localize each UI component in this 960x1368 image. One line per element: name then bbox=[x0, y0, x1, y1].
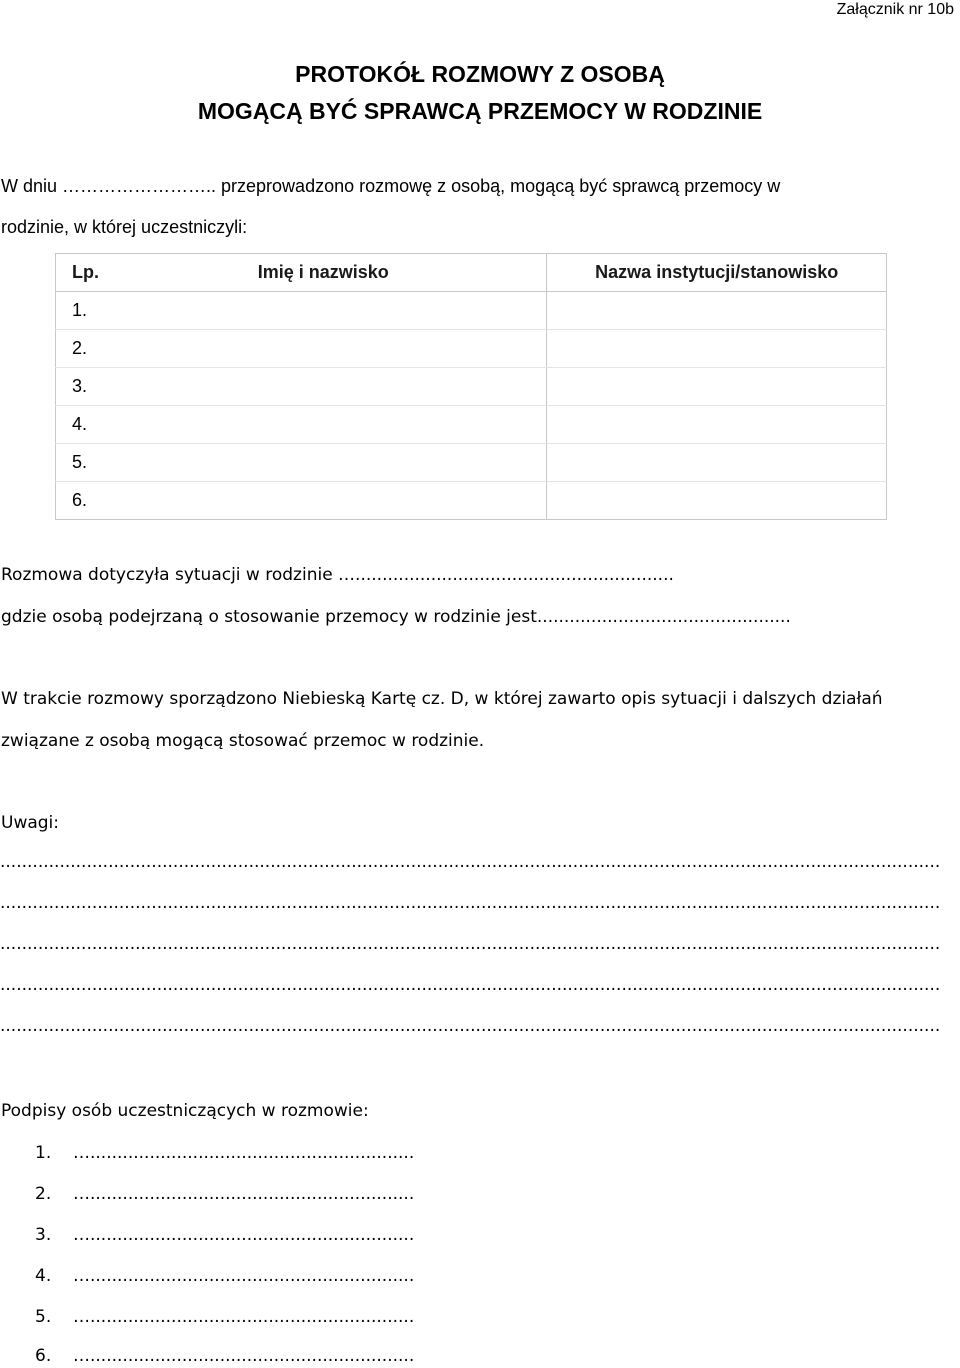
row-name-field[interactable] bbox=[100, 482, 547, 520]
row-lp: 3. bbox=[56, 368, 101, 406]
row-name-field[interactable] bbox=[100, 368, 547, 406]
intro-line-1: W dniu …………………….. przeprowadzono rozmowę z osobą, mogącą być sprawcą przemocy w bbox=[1, 176, 781, 196]
row-institution-field[interactable] bbox=[547, 444, 887, 482]
remarks-line[interactable]: .............................................................................................................................................................................. bbox=[0, 852, 941, 872]
signature-item bbox=[35, 1184, 414, 1204]
table-header-row bbox=[56, 254, 887, 292]
signatures-label: Podpisy osób uczestniczących w rozmowie: bbox=[1, 1101, 369, 1121]
signature-item bbox=[35, 1307, 414, 1327]
signature-item bbox=[35, 1266, 414, 1286]
signature-item bbox=[35, 1143, 414, 1163]
situation-line-1: Rozmowa dotyczyła sytuacji w rodzinie …........................................................... bbox=[1, 565, 674, 585]
signature-number: 5. bbox=[35, 1307, 52, 1327]
row-lp: 5. bbox=[56, 444, 101, 482]
signature-line[interactable]: …............................................................ bbox=[73, 1225, 415, 1245]
signature-item bbox=[35, 1225, 414, 1245]
document-title-line-2: MOGĄCĄ BYĆ SPRAWCĄ PRZEMOCY W RODZINIE bbox=[197, 98, 763, 124]
signature-number: 4. bbox=[35, 1266, 52, 1286]
remarks-line[interactable]: .............................................................................................................................................................................. bbox=[0, 975, 941, 995]
row-name-field[interactable] bbox=[100, 330, 547, 368]
table-row bbox=[56, 406, 887, 444]
table-row bbox=[56, 368, 887, 406]
row-name-field[interactable] bbox=[100, 444, 547, 482]
situation-line-2: gdzie osobą podejrzaną o stosowanie przemocy w rodzinie jest............................................... bbox=[1, 607, 791, 627]
row-institution-field[interactable] bbox=[547, 482, 887, 520]
participants-table bbox=[55, 253, 887, 520]
header-lp: Lp. bbox=[56, 254, 101, 292]
blue-card-line-2: związane z osobą mogącą stosować przemoc w rodzinie. bbox=[1, 731, 485, 751]
remarks-line[interactable]: .............................................................................................................................................................................. bbox=[0, 893, 941, 913]
table-row bbox=[56, 292, 887, 330]
row-lp: 2. bbox=[56, 330, 101, 368]
row-institution-field[interactable] bbox=[547, 330, 887, 368]
table-row bbox=[56, 444, 887, 482]
row-lp: 4. bbox=[56, 406, 101, 444]
row-institution-field[interactable] bbox=[547, 368, 887, 406]
row-lp: 1. bbox=[56, 292, 101, 330]
row-name-field[interactable] bbox=[100, 406, 547, 444]
signature-number: 2. bbox=[35, 1184, 52, 1204]
remarks-line[interactable]: .............................................................................................................................................................................. bbox=[0, 934, 941, 954]
row-institution-field[interactable] bbox=[547, 292, 887, 330]
signature-line[interactable]: …............................................................ bbox=[73, 1307, 415, 1327]
table-row bbox=[56, 482, 887, 520]
header-name: Imię i nazwisko bbox=[100, 254, 547, 292]
row-lp: 6. bbox=[56, 482, 101, 520]
signature-line[interactable]: …............................................................ bbox=[73, 1266, 415, 1286]
signature-number: 3. bbox=[35, 1225, 52, 1245]
row-institution-field[interactable] bbox=[547, 406, 887, 444]
signature-number: 1. bbox=[35, 1143, 52, 1163]
document-title-line-1: PROTOKÓŁ ROZMOWY Z OSOBĄ bbox=[295, 61, 665, 87]
remarks-line[interactable]: .............................................................................................................................................................................. bbox=[0, 1016, 941, 1036]
signature-item bbox=[35, 1346, 414, 1366]
intro-line-2: rodzinie, w której uczestniczyli: bbox=[1, 217, 248, 237]
table-row bbox=[56, 330, 887, 368]
appendix-label: Załącznik nr 10b bbox=[836, 1, 954, 18]
signature-line[interactable]: …............................................................ bbox=[73, 1346, 415, 1366]
signature-line[interactable]: …............................................................ bbox=[73, 1184, 415, 1204]
signature-number: 6. bbox=[35, 1346, 52, 1366]
blue-card-line-1: W trakcie rozmowy sporządzono Niebieską Kartę cz. D, w której zawarto opis sytuacji i dalszych działań bbox=[1, 689, 883, 709]
header-institution: Nazwa instytucji/stanowisko bbox=[547, 254, 887, 292]
remarks-label: Uwagi: bbox=[1, 813, 60, 833]
signature-line[interactable]: …............................................................ bbox=[73, 1143, 415, 1163]
row-name-field[interactable] bbox=[100, 292, 547, 330]
